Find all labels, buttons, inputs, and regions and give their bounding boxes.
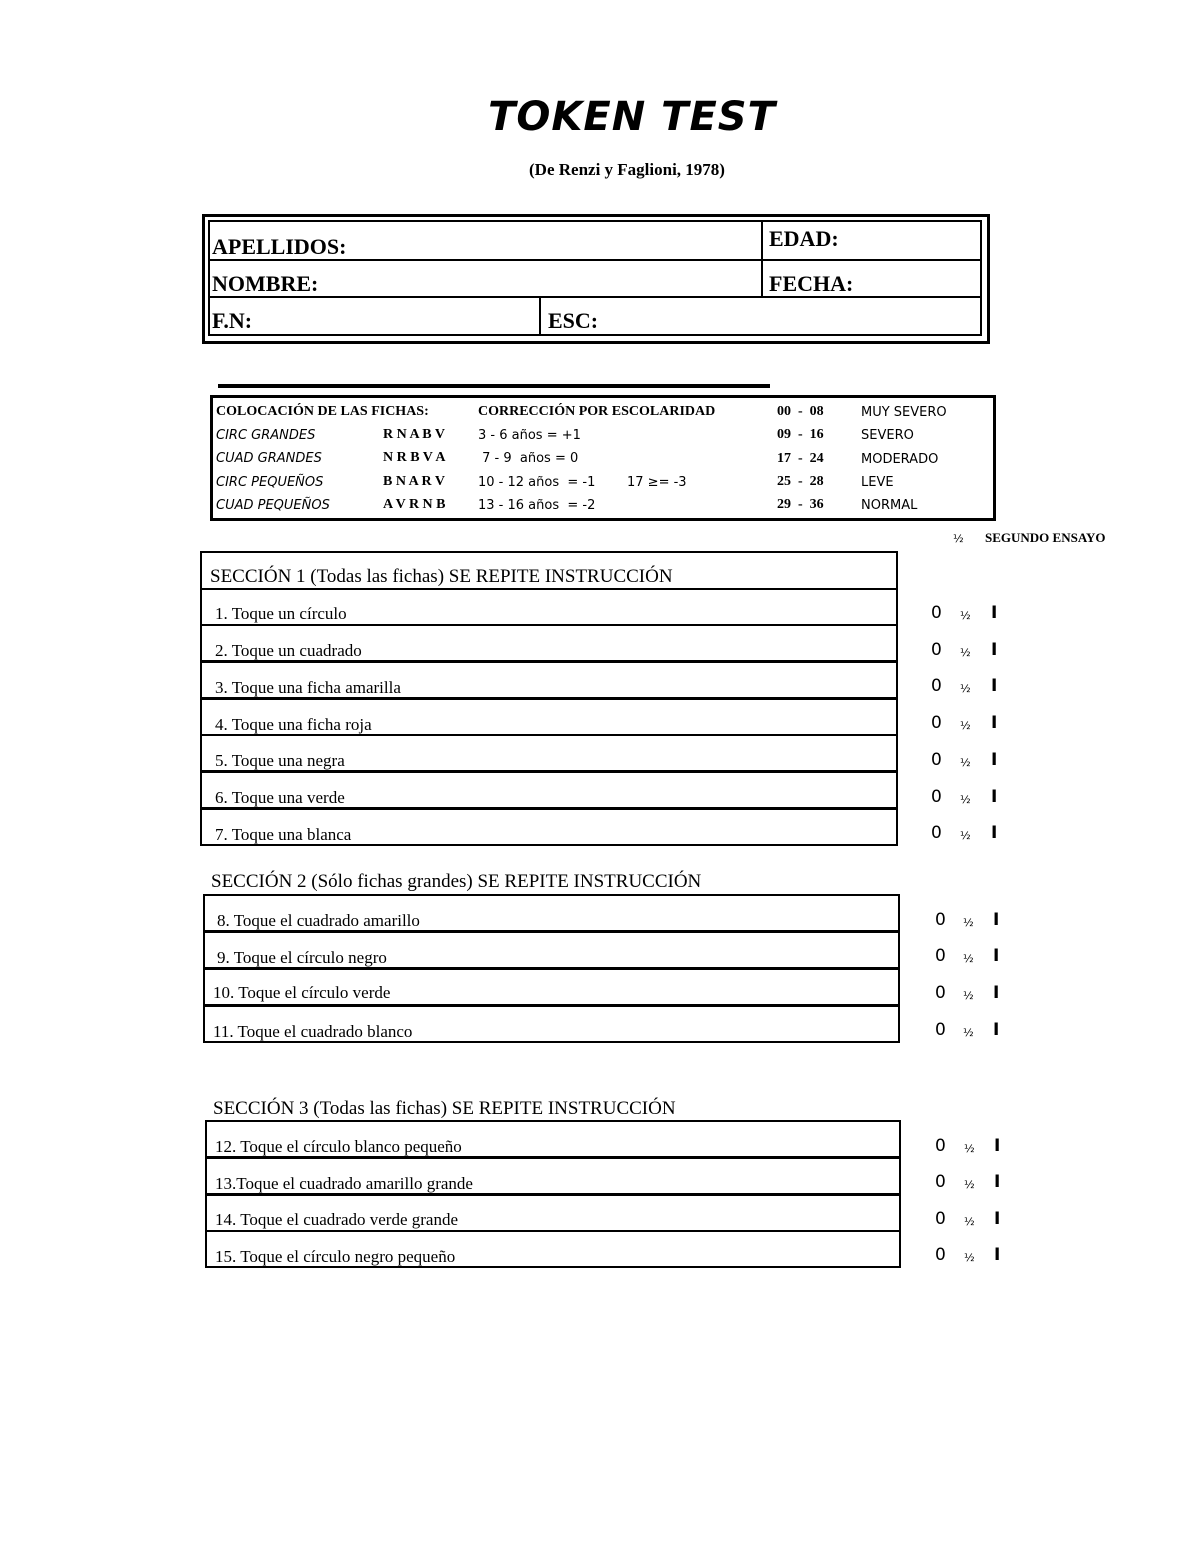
score-one[interactable]: I bbox=[994, 1209, 1001, 1229]
severity-range: 09 - 16 bbox=[777, 427, 824, 442]
correction-rule: 10 - 12 años = -1 bbox=[478, 475, 596, 490]
severity-label: LEVE bbox=[861, 475, 894, 490]
test-item-text: 10. Toque el círculo verde bbox=[213, 983, 391, 1002]
test-item-text: 4. Toque una ficha roja bbox=[215, 715, 372, 734]
score-zero[interactable]: 0 bbox=[931, 676, 942, 696]
page-title: TOKEN TEST bbox=[488, 94, 776, 140]
score-one[interactable]: I bbox=[993, 1020, 1000, 1040]
score-one[interactable]: I bbox=[993, 983, 1000, 1003]
score-half[interactable]: ½ bbox=[960, 829, 971, 842]
form-divider bbox=[761, 220, 763, 298]
correction-rule-extra: 17 ≥= -3 bbox=[627, 475, 687, 490]
score-zero[interactable]: 0 bbox=[931, 640, 942, 660]
score-half[interactable]: ½ bbox=[960, 719, 971, 732]
score-half[interactable]: ½ bbox=[964, 1142, 975, 1155]
placement-label: CUAD GRANDES bbox=[216, 451, 322, 466]
score-one[interactable]: I bbox=[991, 603, 998, 623]
score-half[interactable]: ½ bbox=[964, 1178, 975, 1191]
test-item-row bbox=[200, 734, 898, 772]
severity-label: MUY SEVERO bbox=[861, 405, 947, 420]
edad-field[interactable]: EDAD: bbox=[769, 226, 839, 251]
score-one[interactable]: I bbox=[991, 640, 998, 660]
test-item-text: 8. Toque el cuadrado amarillo bbox=[217, 911, 420, 930]
score-zero[interactable]: 0 bbox=[931, 787, 942, 807]
section-3-title: SECCIÓN 3 (Todas las fichas) SE REPITE INSTRUCCIÓN bbox=[213, 1098, 676, 1119]
score-zero[interactable]: 0 bbox=[931, 713, 942, 733]
fecha-field[interactable]: FECHA: bbox=[769, 271, 854, 296]
placement-code: N R B V A bbox=[383, 450, 446, 465]
score-half[interactable]: ½ bbox=[960, 682, 971, 695]
score-half[interactable]: ½ bbox=[960, 609, 971, 622]
score-zero[interactable]: 0 bbox=[931, 603, 942, 623]
score-one[interactable]: I bbox=[994, 1172, 1001, 1192]
correction-header: CORRECCIÓN POR ESCOLARIDAD bbox=[478, 404, 716, 419]
score-one[interactable]: I bbox=[991, 787, 998, 807]
placement-code: B N A R V bbox=[383, 474, 445, 489]
separator-line bbox=[218, 384, 770, 388]
section-1-header bbox=[200, 551, 898, 590]
test-item-row bbox=[200, 588, 898, 626]
placement-code: A V R N B bbox=[383, 497, 446, 512]
page-subtitle: (De Renzi y Faglioni, 1978) bbox=[529, 160, 725, 179]
test-item-text: 14. Toque el cuadrado verde grande bbox=[215, 1210, 459, 1229]
test-item-text: 2. Toque un cuadrado bbox=[215, 641, 362, 660]
score-half[interactable]: ½ bbox=[960, 756, 971, 769]
test-item-row bbox=[200, 661, 898, 699]
correction-rule: 3 - 6 años = +1 bbox=[478, 428, 581, 443]
test-item-text: 9. Toque el círculo negro bbox=[217, 948, 387, 967]
test-item-row bbox=[200, 808, 898, 846]
score-zero[interactable]: 0 bbox=[935, 1136, 946, 1156]
score-half[interactable]: ½ bbox=[964, 1251, 975, 1264]
score-half[interactable]: ½ bbox=[963, 952, 974, 965]
test-item-row bbox=[203, 1005, 900, 1043]
test-item-row bbox=[200, 771, 898, 809]
score-half[interactable]: ½ bbox=[963, 1026, 974, 1039]
form-divider bbox=[208, 296, 980, 298]
test-item-row bbox=[200, 624, 898, 662]
apellidos-field[interactable]: APELLIDOS: bbox=[212, 234, 347, 259]
fn-field[interactable]: F.N: bbox=[212, 308, 253, 333]
severity-label: MODERADO bbox=[861, 452, 939, 467]
score-one[interactable]: I bbox=[991, 823, 998, 843]
test-item-text: 6. Toque una verde bbox=[215, 788, 345, 807]
score-one[interactable]: I bbox=[994, 1245, 1001, 1265]
test-item-row bbox=[205, 1194, 901, 1232]
score-one[interactable]: I bbox=[993, 946, 1000, 966]
test-item-text: 3. Toque una ficha amarilla bbox=[215, 678, 401, 697]
score-one[interactable]: I bbox=[993, 910, 1000, 930]
section-2-title: SECCIÓN 2 (Sólo fichas grandes) SE REPITE INSTRUCCIÓN bbox=[211, 871, 702, 892]
score-zero[interactable]: 0 bbox=[931, 823, 942, 843]
test-item-row bbox=[205, 1157, 901, 1195]
score-half[interactable]: ½ bbox=[960, 646, 971, 659]
test-item-row bbox=[203, 931, 900, 969]
segundo-ensayo-label: SEGUNDO ENSAYO bbox=[985, 530, 1106, 545]
placement-header: COLOCACIÓN DE LAS FICHAS: bbox=[216, 404, 429, 419]
test-item-row bbox=[205, 1230, 901, 1268]
placement-label: CIRC PEQUEÑOS bbox=[216, 475, 324, 490]
placement-label: CUAD PEQUEÑOS bbox=[216, 498, 330, 513]
score-half[interactable]: ½ bbox=[963, 916, 974, 929]
score-zero[interactable]: 0 bbox=[935, 1245, 946, 1265]
severity-range: 29 - 36 bbox=[777, 497, 824, 512]
section-title: SECCIÓN 1 (Todas las fichas) SE REPITE INSTRUCCIÓN bbox=[210, 566, 673, 587]
score-zero[interactable]: 0 bbox=[935, 1209, 946, 1229]
score-one[interactable]: I bbox=[991, 676, 998, 696]
esc-field[interactable]: ESC: bbox=[548, 308, 599, 333]
score-zero[interactable]: 0 bbox=[935, 910, 946, 930]
test-item-row bbox=[203, 894, 900, 932]
test-item-row bbox=[205, 1120, 901, 1158]
severity-label: SEVERO bbox=[861, 428, 914, 443]
form-divider bbox=[539, 296, 541, 334]
correction-rule: 7 - 9 años = 0 bbox=[478, 451, 579, 466]
test-item-text: 5. Toque una negra bbox=[215, 751, 345, 770]
severity-range: 25 - 28 bbox=[777, 474, 824, 489]
placement-label: CIRC GRANDES bbox=[216, 428, 316, 443]
nombre-field[interactable]: NOMBRE: bbox=[212, 271, 319, 296]
test-item-text: 12. Toque el círculo blanco pequeño bbox=[215, 1137, 462, 1156]
score-half[interactable]: ½ bbox=[963, 989, 974, 1002]
test-item-row bbox=[200, 698, 898, 736]
severity-label: NORMAL bbox=[861, 498, 918, 513]
severity-range: 17 - 24 bbox=[777, 451, 824, 466]
placement-code: R N A B V bbox=[383, 427, 445, 442]
test-item-text: 1. Toque un círculo bbox=[215, 604, 347, 623]
test-item-row bbox=[203, 968, 900, 1006]
test-item-text: 7. Toque una blanca bbox=[215, 825, 352, 844]
test-item-text: 15. Toque el círculo negro pequeño bbox=[215, 1247, 456, 1266]
score-half[interactable]: ½ bbox=[960, 793, 971, 806]
score-zero[interactable]: 0 bbox=[931, 750, 942, 770]
severity-range: 00 - 08 bbox=[777, 404, 824, 419]
score-one[interactable]: I bbox=[991, 750, 998, 770]
correction-rule: 13 - 16 años = -2 bbox=[478, 498, 596, 513]
score-half[interactable]: ½ bbox=[964, 1215, 975, 1228]
score-one[interactable]: I bbox=[991, 713, 998, 733]
score-zero[interactable]: 0 bbox=[935, 1020, 946, 1040]
test-item-text: 13.Toque el cuadrado amarillo grande bbox=[215, 1174, 473, 1193]
score-one[interactable]: I bbox=[994, 1136, 1001, 1156]
score-zero[interactable]: 0 bbox=[935, 983, 946, 1003]
test-item-text: 11. Toque el cuadrado blanco bbox=[213, 1022, 413, 1041]
score-zero[interactable]: 0 bbox=[935, 946, 946, 966]
score-zero[interactable]: 0 bbox=[935, 1172, 946, 1192]
segundo-half-mark: ½ bbox=[953, 532, 964, 545]
